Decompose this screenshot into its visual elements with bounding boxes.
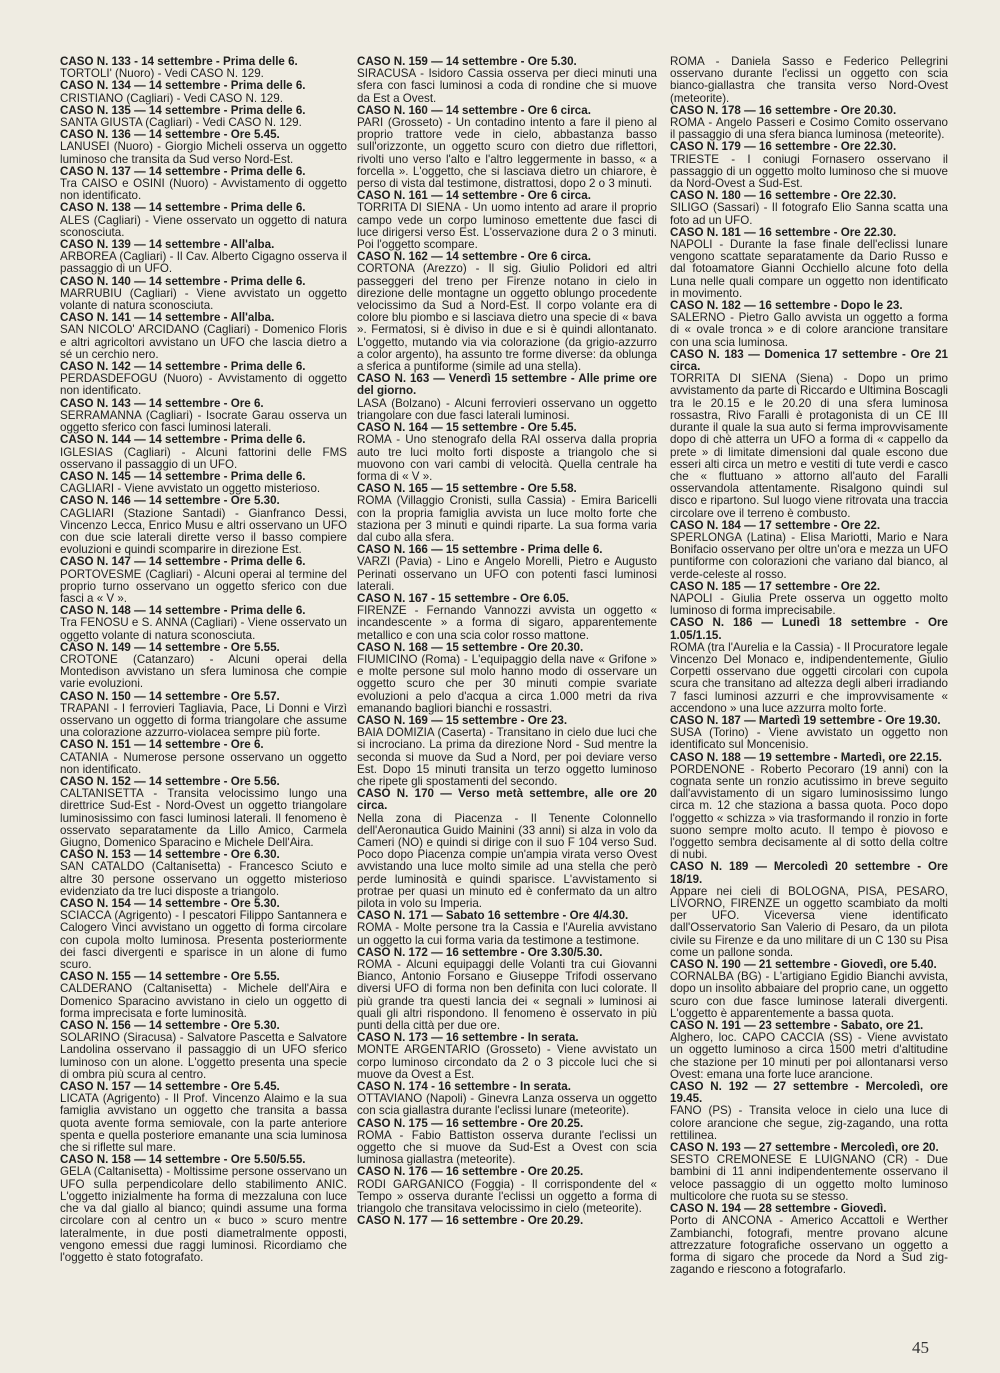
- case-text: TORRITA DI SIENA - Un uomo intento ad arare il proprio campo vede un corpo luminoso emettente due fasci di luce dirigersi verso Est. L'osservazione dura 2 o 3 minuti. Poi l'oggetto scompare.: [357, 201, 657, 252]
- case-heading: CASO N. 145 — 14 settembre - Prima delle 6.: [60, 469, 306, 483]
- case-entry: [357, 422, 657, 483]
- case-heading: CASO N. 149 — 14 settembre - Ore 5.55.: [60, 640, 280, 654]
- case-entry: [60, 276, 347, 313]
- case-entry: [60, 1020, 347, 1081]
- case-entry: [670, 617, 948, 715]
- case-entry: [60, 849, 347, 898]
- case-text: ROMA (tra l'Aurelia e la Cassia) - Il Procuratore legale Vincenzo Del Monaco e, indipendentemente, Giulio Corpetti osservano due oggetti circolari con cupola scura che transitano ad altezza degli alberi irradiando 7 fasci luminosi azzurri e che improvvisamente « accendono » una luce azzurra molto forte.: [670, 640, 948, 715]
- case-heading: CASO N. 168 — 15 settembre - Ore 20.30.: [357, 640, 584, 654]
- case-entry: [357, 1081, 657, 1118]
- case-heading: CASO N. 176 — 16 settembre - Ore 20.25.: [357, 1165, 584, 1179]
- case-heading: CASO N. 187 — Martedì 19 settembre - Ore 19.30.: [670, 713, 941, 727]
- case-text: ROMA - Angelo Passeri e Cosimo Comito osservano il passaggio di una sfera bianca luminosa (meteorite).: [670, 116, 948, 142]
- case-text: ARBOREA (Cagliari) - Il Cav. Alberto Cigagno osserva il passaggio di un UFO.: [60, 250, 347, 276]
- case-entry: [357, 251, 657, 373]
- case-heading: CASO N. 161 — 14 settembre - Ore 6 circa.: [357, 189, 591, 203]
- case-heading: CASO N. 172 — 16 settembre - Ore 3.30/5.30.: [357, 945, 603, 959]
- case-entry: [357, 105, 657, 190]
- case-text: CAGLIARI (Stazione Santadi) - Gianfranco Dessi, Vincenzo Lecca, Enrico Musu e altri osservano un UFO con due scie laterali dirette verso il basso compiere evoluzioni e quindi scomparire in direzione Est.: [60, 506, 347, 557]
- case-entry: [670, 141, 948, 190]
- case-entry: [357, 1215, 657, 1227]
- case-entry: [60, 312, 347, 361]
- case-heading: CASO N. 147 — 14 settembre - Prima delle 6.: [60, 555, 306, 569]
- case-text: ROMA (Villaggio Cronisti, sulla Cassia) - Emira Baricelli con la propria famiglia avvista un luce molto forte che staziona per 3 minuti e quindi riparte. La sua forma varia dal cubo alla sfera.: [357, 494, 657, 544]
- case-heading: CASO N. 141 — 14 settembre - All'alba.: [60, 311, 275, 325]
- case-heading: CASO N. 189 — Mercoledì 20 settembre - Ore 18/19.: [670, 860, 948, 886]
- case-text: SALERNO - Pietro Gallo avvista un oggetto a forma di « ovale tronca » e di colore arancione transitare con una scia luminosa.: [670, 311, 948, 349]
- case-entry: [670, 190, 948, 227]
- case-entry: [357, 1032, 657, 1081]
- case-text: CAGLIARI - Viene avvistato un oggetto misterioso.: [60, 482, 321, 496]
- case-entry: [60, 398, 347, 435]
- case-entry: [670, 1203, 948, 1276]
- case-heading: CASO N. 170 — Verso metà settembre, alle ore 20 circa.: [357, 787, 657, 813]
- case-text: NAPOLI - Giulia Prete osserva un oggetto molto luminoso di forma imprecisabile.: [670, 591, 948, 618]
- case-entry: [60, 691, 347, 740]
- case-text: ROMA - Uno stenografo della RAI osserva dalla propria auto tre luci molto forti disposte a triangolo che si muovono con vari cambi di velocità. Quella centrale ha forma di « V ».: [357, 433, 657, 483]
- case-entry: [60, 129, 347, 166]
- case-entry: [60, 239, 347, 276]
- case-text: SANTA GIUSTA (Cagliari) - Vedi CASO N. 129.: [60, 116, 302, 130]
- text-column-3: [670, 56, 948, 1276]
- case-entry: [60, 80, 347, 104]
- case-text: CORNALBA (BG) - L'artigiano Egidio Bianchi avvista, dopo un insolito abbaiare del proprio cane, un oggetto scuro con due fasce luminose laterali divergenti. L'oggetto è apparentemente a bassa quota.: [670, 970, 948, 1020]
- case-heading: CASO N. 174 - 16 settembre - In serata.: [357, 1080, 571, 1094]
- case-heading: CASO N. 171 — Sabato 16 settembre - Ore 4/4.30.: [357, 909, 629, 923]
- case-heading: CASO N. 169 — 15 settembre - Ore 23.: [357, 713, 568, 727]
- case-text: Tra FENOSU e S. ANNA (Cagliari) - Viene osservato un oggetto volante di natura sconosciuta.: [60, 616, 347, 642]
- case-heading: CASO N. 173 — 16 settembre - In serata.: [357, 1031, 579, 1045]
- case-entry: [60, 1081, 347, 1154]
- case-heading: CASO N. 158 — 14 settembre - Ore 5.50/5.55.: [60, 1153, 306, 1167]
- case-text: ROMA - Molte persone tra la Cassia e l'Aurelia avvistano un oggetto la cui forma varia da testimone a testimone.: [357, 921, 657, 947]
- case-text: FIRENZE - Fernando Vannozzi avvista un oggetto « incandescente » a forma di sigaro, apparentemente metallico e con una scia color rosso mattone.: [357, 604, 657, 642]
- case-entry: [670, 581, 948, 618]
- case-entry: [60, 739, 347, 776]
- case-entry: [670, 300, 948, 349]
- case-heading: CASO N. 133 - 14 settembre - Prima delle 6.: [60, 55, 298, 68]
- case-heading: CASO N. 191 — 23 settembre - Sabato, ore 21.: [670, 1019, 924, 1033]
- case-heading: CASO N. 143 — 14 settembre - Ore 6.: [60, 396, 264, 410]
- case-entry: [60, 434, 347, 471]
- case-entry: [357, 190, 657, 251]
- case-text: CALTANISETTA - Transita velocissimo lungo una direttrice Sud-Est - Nord-Ovest un oggetto triangolare luminosissimo con fasci luminosi laterali. Il fenomeno è osservato separatamente da Lillo Amico, Carmela Giugno, Domenico Sparacino e Michele Dell'Aira.: [60, 787, 347, 849]
- case-entry: [357, 788, 657, 910]
- case-heading: CASO N. 160 — 14 settembre - Ore 6 circa.: [357, 103, 591, 117]
- case-entry: [60, 56, 347, 80]
- case-text: FANO (PS) - Transita veloce in cielo una luce di colore arancione che segue, zig-zagando, una rotta rettilinea.: [670, 1104, 948, 1142]
- case-entry: [60, 898, 347, 971]
- case-text: ALES (Cagliari) - Viene osservato un oggetto di natura sconosciuta.: [60, 213, 347, 239]
- case-text: SCIACCA (Agrigento) - I pescatori Filippo Santannera e Calogero Vinci avvistano un oggetto di forma circolare con cupola molto luminosa. Presenta posteriormente dei fasci divergenti e sparisce in un alone di fumo scuro.: [60, 909, 347, 972]
- case-entry: [357, 56, 657, 105]
- case-text: MONTE ARGENTARIO (Grosseto) - Viene avvistato un corpo luminoso circondato da 2 o 3 piccole luci che si muove da Ovest a Est.: [357, 1043, 657, 1081]
- case-heading: CASO N. 152 — 14 settembre - Ore 5.56.: [60, 774, 280, 788]
- case-heading: CASO N. 182 — 16 settembre - Dopo le 23.: [670, 299, 903, 313]
- case-text: CATANIA - Numerose persone osservano un oggetto non identificato.: [60, 750, 347, 776]
- case-heading: CASO N. 159 — 14 settembre - Ore 5.30.: [357, 55, 577, 68]
- case-text: ROMA - Daniela Sasso e Federico Pellegrini osservano durante l'eclissi un oggetto con scia bianco-giallastra che transita verso Nord-Ovest (meteorite).: [670, 55, 948, 105]
- case-heading: CASO N. 139 — 14 settembre - All'alba.: [60, 238, 275, 252]
- case-entry: [357, 715, 657, 788]
- case-text: NAPOLI - Durante la fase finale dell'eclissi lunare vengono scattate separatamente da Dario Russo e dal fotoamatore Gianni Occhiello alcune foto della Luna nelle quali compare un oggetto non identificato in movimento.: [670, 238, 948, 300]
- case-entry: [357, 544, 657, 593]
- case-text: OTTAVIANO (Napoli) - Ginevra Lanza osserva un oggetto con scia giallastra durante l'eclissi lunare (meteorite).: [357, 1092, 657, 1118]
- case-heading: CASO N. 190 — 21 settembre - Giovedì, ore 5.40.: [670, 958, 937, 972]
- case-text: CALDERANO (Caltanisetta) - Michele dell'Aira e Domenico Sparacino avvistano in cielo un oggetto di forma imprecisata e forte luminosità.: [60, 982, 347, 1020]
- case-heading: CASO N. 137 — 14 settembre - Prima delle 6.: [60, 164, 306, 178]
- case-entry: [357, 1166, 657, 1215]
- case-entry: [60, 202, 347, 239]
- case-text: Alghero, loc. CAPO CACCIA (SS) - Viene avvistato un oggetto luminoso a circa 1500 metri d'altitudine che stazione per 10 minuti per poi allontanarsi verso Ovest: emana una forte luce arancione.: [670, 1031, 948, 1081]
- case-heading: CASO N. 185 — 17 settembre - Ore 22.: [670, 579, 881, 593]
- case-text: GELA (Caltanisetta) - Moltissime persone osservano un UFO sulla perpendicolare dello stabilimento ANIC. L'oggetto inizialmente ha forma di mezzaluna con luce che va dal giallo al bianco; quindi assume una forma circolare con al centro un « buco » scuro mentre lateralmente, in due posti diametralmente opposti, vengono emessi due raggi luminosi. Ricordiamo che l'oggetto è stato fotografato.: [60, 1165, 347, 1264]
- case-text: TRAPANI - I ferrovieri Tagliavia, Pace, Li Donni e Virzì osservano un oggetto di forma triangolare che assume una colorazione azzurro-violacea sempre più forte.: [60, 701, 347, 740]
- case-text: TORRITA DI SIENA (Siena) - Dopo un primo avvistamento da parte di Riccardo e Ultimina Boscagli tra le 20.15 e le 20.20 di una sfera luminosa rossastra, Rivo Faralli è protagonista di un CE III durante il quale la sua auto si ferma improvvisamente dopo di chè atterra un UFO a forma di « cappello da prete » di limitate dimensioni dal quale escono due esseri alti circa un metro e vestiti di tute verdi e casco che « fluttuano » attorno all'auto del Faralli osservandola attentamente. Risalgono quindi sul disco e ripartono. Sul luogo viene ritrovata una traccia circolare ove il terreno è combusto.: [670, 372, 948, 520]
- case-entry: [670, 861, 948, 959]
- case-text: Appare nei cieli di BOLOGNA, PISA, PESARO, LIVORNO, FIRENZE un oggetto scambiato da molti per UFO. Viceversa viene identificato dall'Osservatorio San Valerio di Pesaro, da un pilota civile su Firenze e da uno militare di un C 130 su Pisa come un pallone sonda.: [670, 884, 948, 959]
- case-heading: CASO N. 146 — 14 settembre - Ore 5.30.: [60, 494, 280, 508]
- case-heading: CASO N. 162 — 14 settembre - Ore 6 circa.: [357, 250, 591, 264]
- case-entry: [670, 752, 948, 862]
- case-entry: [357, 910, 657, 947]
- case-text: CORTONA (Arezzo) - Il sig. Giulio Polidori ed altri passeggeri del treno per Firenze notano in cielo in direzione delle montagne un oggetto oblungo procedente velocissimo da Sud a Nord-Est. Il corpo volante era di colore blu piombo e si lasciava dietro una specie di « bava ». Fermatosi, si è diviso in due e si è quindi allontanato. L'oggetto, mutando via via colorazione (da grigio-azzurro a color argento), ha assunto tre forme diverse: da oblunga a sferica a puntiforme (simile ad una stella).: [357, 262, 657, 374]
- case-text: PERDASDEFOGU (Nuoro) - Avvistamento di oggetto non identificato.: [60, 372, 347, 398]
- case-heading: CASO N. 181 — 16 settembre - Ore 22.30.: [670, 225, 897, 239]
- case-text: PARI (Grosseto) - Un contadino intento a fare il pieno al proprio trattore vede in cielo, abbastanza basso sull'orizzonte, un oggetto scuro con dietro due riflettori, rivolti uno verso l'alto e l'altro leggermente in basso, « a forcella ». L'oggetto, che si lasciava dietro un chiarore, è perso di vista dal testimone, distrattosi, dopo 2 o 3 minuti.: [357, 116, 657, 191]
- case-heading: CASO N. 134 — 14 settembre - Prima delle 6.: [60, 79, 306, 93]
- case-entry: [60, 776, 347, 849]
- case-entry: [670, 105, 948, 142]
- case-entry: [60, 495, 347, 556]
- case-text: SIRACUSA - Isidoro Cassia osserva per dieci minuti una sfera con fasci luminosi a coda di rondine che si muove da Est a Ovest.: [357, 67, 657, 105]
- case-entry: [670, 715, 948, 752]
- case-heading: CASO N. 188 — 19 settembre - Martedì, ore 22.15.: [670, 750, 942, 764]
- case-heading: CASO N. 179 — 16 settembre - Ore 22.30.: [670, 140, 897, 154]
- case-heading: CASO N. 151 — 14 settembre - Ore 6.: [60, 738, 264, 752]
- case-heading: CASO N. 138 — 14 settembre - Prima delle 6.: [60, 201, 306, 215]
- case-heading: CASO N. 178 — 16 settembre - Ore 20.30.: [670, 103, 897, 117]
- case-entry: [670, 1081, 948, 1142]
- case-entry: [357, 947, 657, 1032]
- case-text: CRISTIANO (Cagliari) - Vedi CASO N. 129.: [60, 91, 283, 105]
- case-heading: CASO N. 156 — 14 settembre - Ore 5.30.: [60, 1019, 280, 1033]
- case-heading: CASO N. 192 — 27 settembre - Mercoledì, ore 19.45.: [670, 1080, 948, 1106]
- case-text: SUSA (Torino) - Viene avvistato un oggetto non identificato sul Moncenisio.: [670, 726, 948, 752]
- case-entry: [670, 1020, 948, 1081]
- case-heading: CASO N. 184 — 17 settembre - Ore 22.: [670, 518, 881, 532]
- case-text: BAIA DOMIZIA (Caserta) - Transitano in cielo due luci che si incrociano. La prima da direzione Nord - Sud mentre la seconda si muove da Sud a Nord, per poi deviare verso Est. Dopo 15 minuti transita un terzo oggetto luminoso che ripete gli spostamenti del secondo.: [357, 726, 657, 788]
- case-entry: [670, 227, 948, 300]
- case-entry: [670, 1142, 948, 1203]
- case-entry: [60, 605, 347, 642]
- case-heading: CASO N. 150 — 14 settembre - Ore 5.57.: [60, 689, 280, 703]
- case-text: Tra CAISO e OSINI (Nuoro) - Avvistamento di oggetto non identificato.: [60, 177, 347, 203]
- case-heading: CASO N. 155 — 14 settembre - Ore 5.55.: [60, 970, 280, 984]
- case-heading: CASO N. 183 — Domenica 17 settembre - Ore 21 circa.: [670, 347, 948, 374]
- case-heading: CASO N. 140 — 14 settembre - Prima delle 6.: [60, 274, 306, 288]
- case-heading: CASO N. 186 — Lunedì 18 settembre - Ore 1.05/1.15.: [670, 616, 948, 642]
- case-entry: [60, 556, 347, 605]
- case-text: RODI GARGANICO (Foggia) - Il corrispondente del « Tempo » osserva durante l'eclissi un oggetto a forma di triangolo che transitava velocissimo in cielo (meteorite).: [357, 1177, 657, 1216]
- case-entry: [60, 971, 347, 1020]
- case-heading: CASO N. 148 — 14 settembre - Prima delle 6.: [60, 604, 306, 618]
- case-text: FIUMICINO (Roma) - L'equipaggio della nave « Grifone » e molte persone sul molo hanno modo di osservare un oggetto scuro che per 30 minuti compie svariate evoluzioni a pelo d'acqua a circa 1.000 metri da riva emanando bagliori bianchi e rossastri.: [357, 652, 657, 715]
- case-heading: CASO N. 144 — 14 settembre - Prima delle 6.: [60, 433, 306, 447]
- case-entry: [60, 471, 347, 495]
- case-text: LANUSEI (Nuoro) - Giorgio Micheli osserva un oggetto luminoso che transita da Sud verso Nord-Est.: [60, 140, 347, 166]
- case-text: LASA (Bolzano) - Alcuni ferrovieri osservano un oggetto triangolare con due fasci laterali luminosi.: [357, 396, 657, 422]
- case-entry: [357, 483, 657, 544]
- case-text: PORDENONE - Roberto Pecoraro (19 anni) con la cognata sente un ronzio acutissimo in breve seguito dall'avvistamento di un sigaro luminosissimo lungo circa m. 12 che staziona a bassa quota. Poco dopo l'oggetto « schizza » via trasformando il ronzio in forte suono sempre molto acuto. Il tempo è piovoso e l'oggetto sembra decisamente al di sotto della coltre di nubi.: [670, 762, 948, 862]
- case-text: ROMA - Alcuni equipaggi delle Volanti tra cui Giovanni Bianco, Antonio Forsano e Giuseppe Trifodi osservano diversi UFO di forma non ben definita con luci colorate. Il più grande tra questi lancia dei « segnali » luminosi ai quali gli altri rispondono. Il fenomeno è osservato in più punti della città per due ore.: [357, 958, 657, 1033]
- case-heading: CASO N. 154 — 14 settembre - Ore 5.30.: [60, 897, 280, 911]
- case-heading: CASO N. 193 — 27 settembre - Mercoledì, ore 20.: [670, 1141, 939, 1155]
- case-heading: CASO N. 163 — Venerdì 15 settembre - Alle prime ore del giorno.: [357, 372, 657, 398]
- case-text: IGLESIAS (Cagliari) - Alcuni fattorini delle FMS osservano il passaggio di un UFO.: [60, 445, 347, 471]
- case-text: SAN CATALDO (Caltanisetta) - Francesco Sciuto e altre 30 persone osservano un oggetto misterioso evidenziato da tre luci disposte a triangolo.: [60, 860, 347, 898]
- case-entry: [670, 520, 948, 581]
- case-text: SPERLONGA (Latina) - Elisa Mariotti, Mario e Nara Bonifacio osservano per oltre un'ora e mezza un UFO puntiforme con colorazioni che variano dal bianco, al verde-celeste al rosso.: [670, 530, 948, 581]
- case-heading: CASO N. 175 — 16 settembre - Ore 20.25.: [357, 1116, 584, 1130]
- case-text: SOLARINO (Siracusa) - Salvatore Pascetta e Salvatore Landolina osservano il passaggio di un UFO sferico luminoso con un alone. L'oggetto presenta una specie di ombra più scura al centro.: [60, 1031, 347, 1081]
- case-entry: [357, 1118, 657, 1167]
- case-entry: [60, 1154, 347, 1264]
- case-text: CROTONE (Catanzaro) - Alcuni operai della Montedison avvistano un sfera luminosa che compie varie evoluzioni.: [60, 652, 347, 691]
- case-text: SESTO CREMONESE E LUIGNANO (CR) - Due bambini di 11 anni indipendentemente osservano il veloce passaggio di un oggetto molto luminoso multicolore che ruota su se stesso.: [670, 1153, 948, 1203]
- case-text: PORTOVESME (Cagliari) - Alcuni operai al termine del proprio turno osservano un oggetto sferico con due fasci a « V ».: [60, 567, 347, 605]
- case-entry: [60, 166, 347, 203]
- case-text: SAN NICOLO' ARCIDANO (Cagliari) - Domenico Floris e altri agricoltori avvistano un UFO che lascia dietro a sé un cerchio nero.: [60, 323, 347, 361]
- case-heading: CASO N. 194 — 28 settembre - Giovedì.: [670, 1202, 887, 1216]
- case-text: TORTOLI' (Nuoro) - Vedi CASO N. 129.: [60, 67, 264, 81]
- case-entry: [357, 373, 657, 422]
- case-heading: CASO N. 167 - 15 settembre - Ore 6.05.: [357, 591, 569, 605]
- case-entry: [670, 349, 948, 520]
- case-text: Nella zona di Piacenza - Il Tenente Colonnello dell'Aeronautica Guido Mainini (33 anni) si alza in volo da Cameri (NO) e quindi si dirige con il suo F 104 verso Sud. Poco dopo Piacenza compie un'ampia virata verso Ovest avvistando una luce molto simile ad una stella che però perde luminosità e quindi sparisce. L'avvistamento si protrae per quasi un minuto ed è confermato da un altro pilota in volo su Imperia.: [357, 811, 657, 911]
- case-text: TRIESTE - I coniugi Fornasero osservano il passaggio di un oggetto molto luminoso che si muove da Nord-Ovest a Sud-Est.: [670, 152, 948, 191]
- case-entry: [60, 105, 347, 129]
- case-heading: CASO N. 136 — 14 settembre - Ore 5.45.: [60, 128, 280, 142]
- case-text: ROMA - Fabio Battiston osserva durante l'eclissi un oggetto che si muove da Sud-Est a Ovest con scia luminosa giallastra (meteorite).: [357, 1128, 657, 1167]
- case-heading: CASO N. 166 — 15 settembre - Prima delle 6.: [357, 543, 603, 557]
- case-heading: CASO N. 157 — 14 settembre - Ore 5.45.: [60, 1080, 280, 1094]
- case-entry: [357, 642, 657, 715]
- case-heading: CASO N. 177 — 16 settembre - Ore 20.29.: [357, 1214, 584, 1228]
- case-entry: [670, 56, 948, 105]
- case-heading: CASO N. 153 — 14 settembre - Ore 6.30.: [60, 848, 280, 862]
- case-entry: [60, 361, 347, 398]
- text-column-1: [60, 56, 347, 1264]
- case-heading: CASO N. 180 — 16 settembre - Ore 22.30.: [670, 189, 897, 203]
- text-column-2: [357, 56, 657, 1228]
- case-text: MARRUBIU (Cagliari) - Viene avvistato un oggetto volante di natura sconosciuta.: [60, 286, 347, 313]
- case-heading: CASO N. 142 — 14 settembre - Prima delle 6.: [60, 360, 306, 374]
- case-entry: [670, 959, 948, 1020]
- case-entry: [60, 642, 347, 691]
- case-text: SERRAMANNA (Cagliari) - Isocrate Garau osserva un oggetto sferico con fasci luminosi laterali.: [60, 408, 347, 435]
- case-entry: [357, 593, 657, 642]
- case-heading: CASO N. 135 — 14 settembre - Prima delle 6.: [60, 103, 306, 117]
- page-number: 45: [912, 1338, 929, 1357]
- case-text: LICATA (Agrigento) - Il Prof. Vincenzo Alaimo e la sua famiglia avvistano un oggetto che transita a bassa quota avente forma semiovale, con la parte anteriore spenta e quella posteriore emanante una scia luminosa che si riflette sul mare.: [60, 1092, 347, 1155]
- case-text: SILIGO (Sassari) - Il fotografo Elio Sanna scatta una foto ad un UFO.: [670, 201, 948, 227]
- case-heading: CASO N. 164 — 15 settembre - Ore 5.45.: [357, 421, 577, 435]
- case-text: VARZI (Pavia) - Lino e Angelo Morelli, Pietro e Augusto Perinati osservano un UFO con potenti fasci luminosi laterali.: [357, 555, 657, 593]
- case-heading: CASO N. 165 — 15 settembre - Ore 5.58.: [357, 482, 577, 496]
- case-text: Porto di ANCONA - Americo Accattoli e Werther Zambianchi, fotografi, mentre provano alcune attrezzature fotografiche osservano un oggetto a forma di sigaro che procede da Nord a Sud zig-zagando e riescono a fotografarlo.: [670, 1214, 948, 1277]
